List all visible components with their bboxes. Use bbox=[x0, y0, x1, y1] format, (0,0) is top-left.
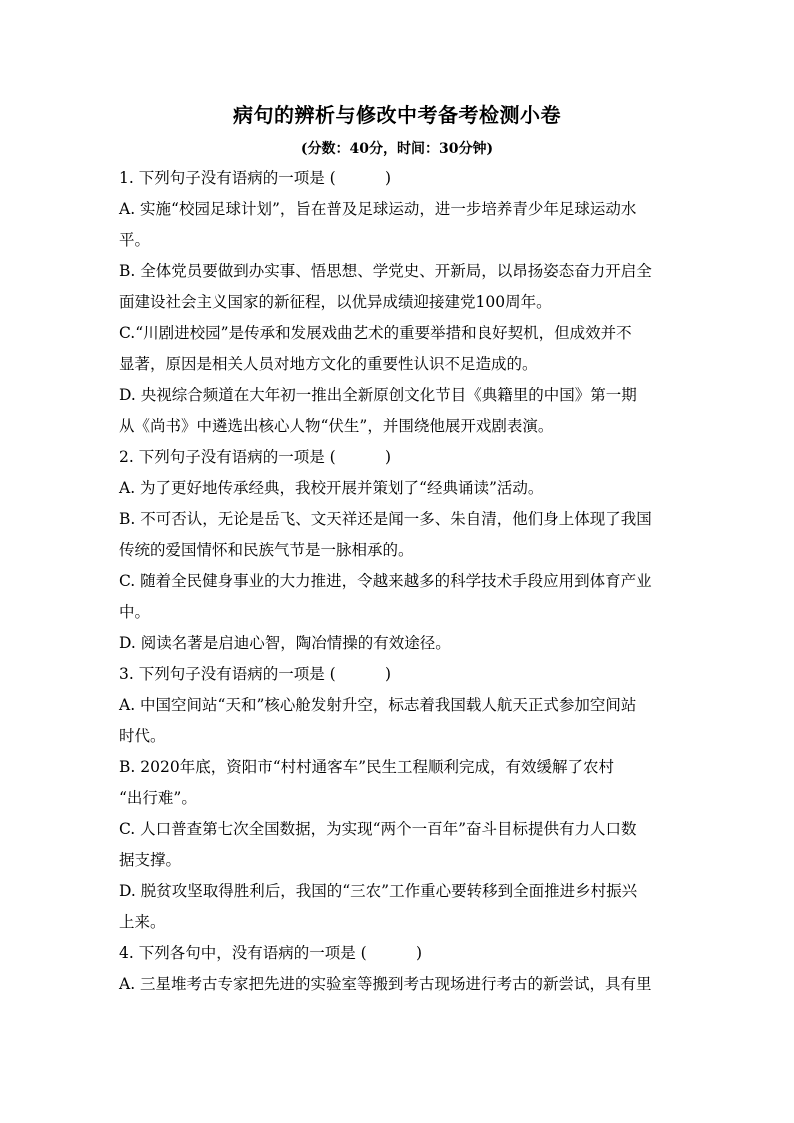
question-4-stem: 4. 下列各句中，没有语病的一项是 ( ) bbox=[119, 944, 423, 962]
question-3-option-c: C. 人口普查第七次全国数据，为实现“两个一百年”奋斗目标提供有力人口数 bbox=[119, 820, 637, 838]
page-title: 病句的辨析与修改中考备考检测小卷 bbox=[233, 103, 561, 127]
question-1-option-b: B. 全体党员要做到办实事、悟思想、学党史、开新局，以昂扬姿态奋力开启全 bbox=[119, 262, 652, 280]
question-2-option-b: B. 不可否认，无论是岳飞、文天祥还是闻一多、朱自清，他们身上体现了我国 bbox=[119, 510, 652, 528]
question-2-option-c-cont: 中。 bbox=[119, 603, 151, 621]
question-1-option-b-cont: 面建设社会主义国家的新征程，以优异成绩迎接建党100周年。 bbox=[119, 293, 552, 311]
question-1-option-a-cont: 平。 bbox=[119, 231, 151, 249]
question-2-option-b-cont: 传统的爱国情怀和民族气节是一脉相承的。 bbox=[119, 541, 414, 559]
question-3-stem: 3. 下列句子没有语病的一项是 ( ) bbox=[119, 665, 392, 683]
question-1-option-c: C.“川剧进校园”是传承和发展戏曲艺术的重要举措和良好契机，但成效并不 bbox=[119, 324, 632, 342]
question-1-option-a: A. 实施“校园足球计划”，旨在普及足球运动，进一步培养青少年足球运动水 bbox=[119, 200, 637, 218]
question-2-option-c: C. 随着全民健身事业的大力推进，令越来越多的科学技术手段应用到体育产业 bbox=[119, 572, 652, 590]
question-1-option-d-cont: 从《尚书》中遴选出核心人物“伏生”，并围绕他展开戏剧表演。 bbox=[119, 417, 554, 435]
question-1-stem: 1. 下列句子没有语病的一项是 ( ) bbox=[119, 169, 392, 187]
question-1-option-d: D. 央视综合频道在大年初一推出全新原创文化节目《典籍里的中国》第一期 bbox=[119, 386, 637, 404]
question-3-option-d: D. 脱贫攻坚取得胜利后，我国的“三农”工作重心要转移到全面推进乡村振兴 bbox=[119, 882, 638, 900]
question-1-option-c-cont: 显著，原因是相关人员对地方文化的重要性认识不足造成的。 bbox=[119, 355, 538, 373]
question-3-option-a-cont: 时代。 bbox=[119, 727, 166, 745]
exam-meta: (分数：40分，时间：30分钟) bbox=[300, 141, 494, 157]
question-4-option-a: A. 三星堆考古专家把先进的实验室等搬到考古现场进行考古的新尝试，具有里 bbox=[119, 975, 652, 993]
question-2-stem: 2. 下列句子没有语病的一项是 ( ) bbox=[119, 448, 392, 466]
question-3-option-a: A. 中国空间站“天和”核心舱发射升空，标志着我国载人航天正式参加空间站 bbox=[119, 696, 637, 714]
question-2-option-a: A. 为了更好地传承经典，我校开展并策划了“经典诵读”活动。 bbox=[119, 479, 544, 497]
question-3-option-d-cont: 上来。 bbox=[119, 913, 166, 931]
question-3-option-c-cont: 据支撑。 bbox=[119, 851, 182, 869]
question-3-option-b-cont: “出行难”。 bbox=[119, 789, 197, 807]
question-2-option-d: D. 阅读名著是启迪心智，陶冶情操的有效途径。 bbox=[119, 634, 451, 652]
question-3-option-b: B. 2020年底，资阳市“村村通客车”民生工程顺利完成，有效缓解了农村 bbox=[119, 758, 615, 776]
